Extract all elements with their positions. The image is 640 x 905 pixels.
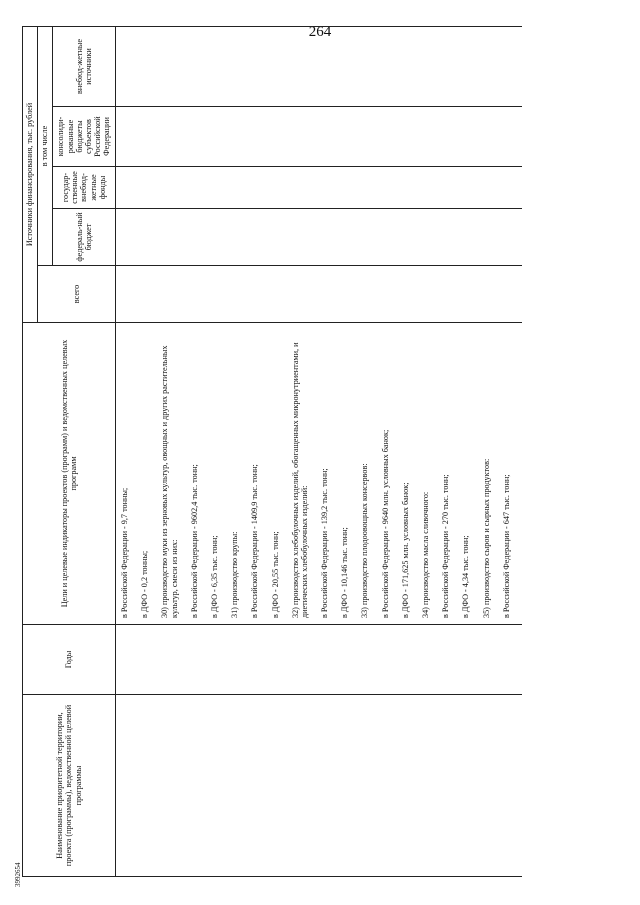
indicator-line: в Российской Федерации - 270 тыс. тонн; <box>441 474 451 618</box>
indicator-line: в Российской Федерации - 647 тыс. тонн; <box>501 474 511 618</box>
page-number: 264 <box>308 24 332 40</box>
indicator-line: в ДФО - 10,146 тыс. тонн; <box>340 527 350 618</box>
indicator-line: в ДФО - 0,2 тонны; <box>140 550 150 618</box>
cell-territory <box>116 695 522 877</box>
financing-table <box>22 26 522 877</box>
indicator-line: в ДФО - 6,35 тыс. тонн; <box>209 535 219 618</box>
header-goals: Цели и целевые индикаторы проектов (программ) и ведомственных целевых программ <box>23 323 116 625</box>
header-federal-budget: федераль-ный бюджет <box>53 209 116 266</box>
header-total: всего <box>38 266 116 323</box>
header-years: Годы <box>23 625 116 695</box>
cell-extrabudget <box>116 26 522 106</box>
indicator-line: в Российской Федерации - 9,7 тонны; <box>120 487 129 618</box>
header-territory: Наименование приоритетной территории, проекта (программы), ведомственной целевой программы <box>23 695 116 877</box>
header-of-which: в том числе <box>38 26 53 265</box>
cell-years <box>116 625 522 695</box>
header-extrabudget: внебюд-жетные источники <box>53 26 116 106</box>
indicator-line: 30) производство муки из зерновых культур, овощных и других растительных культур, смеси из них: <box>160 345 179 618</box>
indicator-line: в Российской Федерации - 9640 млн. условных банок; <box>380 429 390 618</box>
indicator-line: в Российской Федерации - 1409,9 тыс. тонн; <box>250 464 260 618</box>
rotated-table-page <box>22 27 626 877</box>
indicator-line: 31) производство крупы: <box>230 531 240 618</box>
indicators-cell <box>116 323 522 625</box>
indicator-line: в ДФО - 20,55 тыс. тонн; <box>270 531 280 618</box>
header-funding-sources: Источники финансирования, тыс. рублей <box>23 26 38 322</box>
header-state-funds: государ-ственные внебюд-жетные фонды <box>53 167 116 209</box>
indicator-line: 35) производство сыров и сырных продуктов: <box>481 458 491 618</box>
cell-consolidated <box>116 107 522 167</box>
document-id: 3992654 <box>14 862 22 887</box>
cell-total <box>116 266 522 323</box>
header-consolidated-budgets: консолиди-рованные бюджеты субъектов Российской Федерации <box>53 107 116 167</box>
indicator-line: 34) производство масла сливочного: <box>421 491 430 618</box>
cell-state-funds <box>116 167 522 209</box>
indicator-line: в Российской Федерации - 139,2 тыс. тонн; <box>320 468 330 618</box>
cell-federal <box>116 209 522 266</box>
indicator-line: 32) производство хлебобулочных изделий, обогащенных микронутриентами, и диетических хлебобулочных изделий: <box>290 342 309 618</box>
indicator-line: в Российской Федерации - 9602,4 тыс. тонн; <box>189 464 199 618</box>
indicator-line: в ДФО - 4,34 тыс. тонн; <box>461 535 471 618</box>
indicator-line: в ДФО - 171,625 млн. условных банок; <box>400 482 410 618</box>
indicator-line: 33) производство плодоовощных консервов: <box>360 463 370 618</box>
